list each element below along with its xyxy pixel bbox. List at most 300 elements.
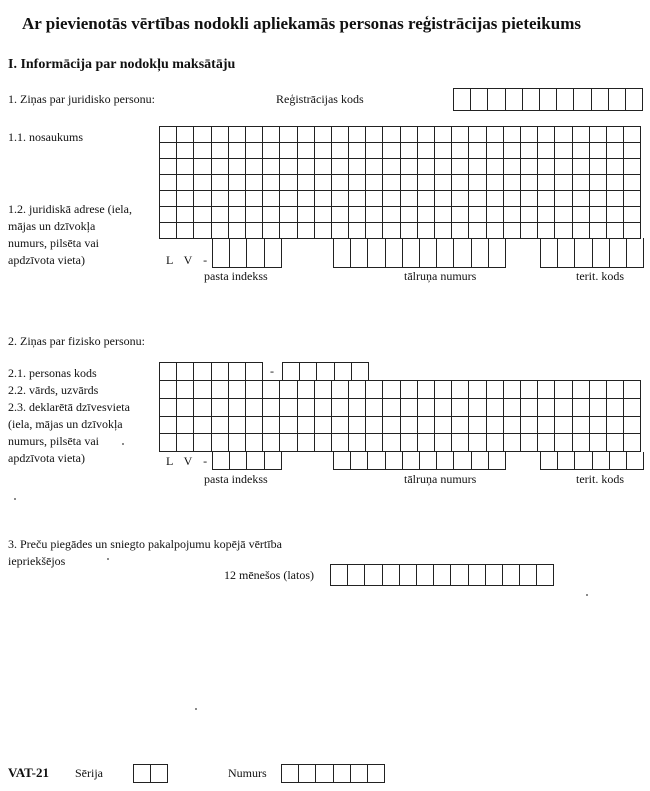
input-cell[interactable]: [386, 452, 403, 470]
input-cell[interactable]: [504, 416, 521, 434]
input-cell[interactable]: [349, 191, 366, 207]
number-field[interactable]: [281, 764, 385, 783]
input-cell[interactable]: [420, 238, 437, 268]
input-cell[interactable]: [555, 416, 572, 434]
input-cell[interactable]: [537, 565, 554, 586]
input-cell[interactable]: [521, 191, 538, 207]
input-cell[interactable]: [298, 191, 315, 207]
input-cell[interactable]: [246, 191, 263, 207]
input-cell[interactable]: [351, 765, 368, 783]
input-cell[interactable]: [401, 159, 418, 175]
input-cell[interactable]: [452, 191, 469, 207]
input-cell[interactable]: [573, 143, 590, 159]
input-cell[interactable]: [452, 416, 469, 434]
name-surname-field[interactable]: [159, 380, 641, 417]
input-cell[interactable]: [469, 565, 486, 586]
input-cell[interactable]: [607, 381, 624, 399]
input-cell[interactable]: [315, 159, 332, 175]
input-cell[interactable]: [573, 127, 590, 143]
input-cell[interactable]: [469, 143, 486, 159]
input-cell[interactable]: [177, 175, 194, 191]
input-cell[interactable]: [469, 191, 486, 207]
input-cell[interactable]: [400, 565, 417, 586]
input-cell[interactable]: [194, 434, 211, 452]
input-cell[interactable]: [558, 452, 575, 470]
input-cell[interactable]: [246, 159, 263, 175]
input-cell[interactable]: [349, 127, 366, 143]
input-cell[interactable]: [383, 191, 400, 207]
input-cell[interactable]: [403, 452, 420, 470]
input-cell[interactable]: [383, 207, 400, 223]
input-cell[interactable]: [298, 223, 315, 239]
input-cell[interactable]: [555, 159, 572, 175]
input-cell[interactable]: [607, 127, 624, 143]
input-cell[interactable]: [229, 363, 246, 381]
input-cell[interactable]: [383, 565, 400, 586]
input-cell[interactable]: [366, 143, 383, 159]
input-cell[interactable]: [246, 434, 263, 452]
input-cell[interactable]: [487, 223, 504, 239]
input-cell[interactable]: [624, 127, 641, 143]
input-cell[interactable]: [366, 207, 383, 223]
input-cell[interactable]: [383, 381, 400, 399]
input-cell[interactable]: [332, 416, 349, 434]
input-cell[interactable]: [469, 207, 486, 223]
input-cell[interactable]: [469, 381, 486, 399]
input-cell[interactable]: [383, 434, 400, 452]
input-cell[interactable]: [280, 434, 297, 452]
input-cell[interactable]: [590, 159, 607, 175]
input-cell[interactable]: [246, 416, 263, 434]
input-cell[interactable]: [607, 207, 624, 223]
input-cell[interactable]: [194, 416, 211, 434]
input-cell[interactable]: [246, 223, 263, 239]
input-cell[interactable]: [538, 381, 555, 399]
input-cell[interactable]: [487, 127, 504, 143]
input-cell[interactable]: [558, 238, 575, 268]
input-cell[interactable]: [403, 238, 420, 268]
input-cell[interactable]: [351, 452, 368, 470]
input-cell[interactable]: [487, 159, 504, 175]
input-cell[interactable]: [521, 434, 538, 452]
input-cell[interactable]: [624, 381, 641, 399]
input-cell[interactable]: [488, 89, 505, 111]
input-cell[interactable]: [315, 175, 332, 191]
input-cell[interactable]: [523, 89, 540, 111]
input-cell[interactable]: [317, 363, 334, 381]
input-cell[interactable]: [349, 159, 366, 175]
input-cell[interactable]: [332, 223, 349, 239]
input-cell[interactable]: [573, 416, 590, 434]
input-cell[interactable]: [521, 159, 538, 175]
input-cell[interactable]: [194, 143, 211, 159]
input-cell[interactable]: [418, 159, 435, 175]
input-cell[interactable]: [280, 143, 297, 159]
input-cell[interactable]: [624, 159, 641, 175]
input-cell[interactable]: [315, 399, 332, 417]
input-cell[interactable]: [435, 399, 452, 417]
input-cell[interactable]: [366, 223, 383, 239]
input-cell[interactable]: [229, 223, 246, 239]
input-cell[interactable]: [573, 434, 590, 452]
input-cell[interactable]: [332, 175, 349, 191]
input-cell[interactable]: [212, 159, 229, 175]
input-cell[interactable]: [435, 416, 452, 434]
input-cell[interactable]: [229, 207, 246, 223]
input-cell[interactable]: [401, 381, 418, 399]
input-cell[interactable]: [540, 89, 557, 111]
input-cell[interactable]: [212, 175, 229, 191]
input-cell[interactable]: [557, 89, 574, 111]
input-cell[interactable]: [590, 223, 607, 239]
input-cell[interactable]: [315, 381, 332, 399]
input-cell[interactable]: [624, 207, 641, 223]
input-cell[interactable]: [177, 191, 194, 207]
input-cell[interactable]: [487, 434, 504, 452]
input-cell[interactable]: [280, 159, 297, 175]
input-cell[interactable]: [452, 223, 469, 239]
input-cell[interactable]: [383, 159, 400, 175]
input-cell[interactable]: [212, 434, 229, 452]
input-cell[interactable]: [194, 223, 211, 239]
input-cell[interactable]: [489, 452, 506, 470]
input-cell[interactable]: [194, 399, 211, 417]
input-cell[interactable]: [541, 452, 558, 470]
input-cell[interactable]: [334, 238, 351, 268]
input-cell[interactable]: [504, 175, 521, 191]
input-cell[interactable]: [177, 416, 194, 434]
input-cell[interactable]: [151, 765, 168, 783]
input-cell[interactable]: [246, 127, 263, 143]
input-cell[interactable]: [263, 127, 280, 143]
input-cell[interactable]: [472, 452, 489, 470]
input-cell[interactable]: [383, 416, 400, 434]
input-cell[interactable]: [160, 223, 177, 239]
territory-code-field-2[interactable]: [540, 452, 644, 470]
input-cell[interactable]: [521, 399, 538, 417]
input-cell[interactable]: [263, 159, 280, 175]
input-cell[interactable]: [418, 127, 435, 143]
input-cell[interactable]: [212, 363, 229, 381]
input-cell[interactable]: [213, 452, 230, 470]
input-cell[interactable]: [401, 175, 418, 191]
input-cell[interactable]: [555, 143, 572, 159]
input-cell[interactable]: [280, 381, 297, 399]
input-cell[interactable]: [194, 175, 211, 191]
input-cell[interactable]: [298, 143, 315, 159]
input-cell[interactable]: [469, 416, 486, 434]
input-cell[interactable]: [401, 223, 418, 239]
input-cell[interactable]: [590, 434, 607, 452]
legal-name-field[interactable]: [159, 126, 641, 191]
input-cell[interactable]: [280, 175, 297, 191]
input-cell[interactable]: [212, 207, 229, 223]
input-cell[interactable]: [593, 452, 610, 470]
input-cell[interactable]: [298, 175, 315, 191]
input-cell[interactable]: [555, 381, 572, 399]
input-cell[interactable]: [575, 238, 592, 268]
input-cell[interactable]: [401, 399, 418, 417]
input-cell[interactable]: [452, 381, 469, 399]
input-cell[interactable]: [575, 452, 592, 470]
input-cell[interactable]: [435, 143, 452, 159]
input-cell[interactable]: [212, 416, 229, 434]
input-cell[interactable]: [348, 565, 365, 586]
input-cell[interactable]: [349, 207, 366, 223]
input-cell[interactable]: [229, 399, 246, 417]
territory-code-field[interactable]: [540, 238, 644, 268]
input-cell[interactable]: [194, 363, 211, 381]
input-cell[interactable]: [504, 434, 521, 452]
input-cell[interactable]: [401, 143, 418, 159]
input-cell[interactable]: [265, 238, 282, 268]
input-cell[interactable]: [590, 143, 607, 159]
input-cell[interactable]: [417, 565, 434, 586]
input-cell[interactable]: [471, 89, 488, 111]
personal-code-part-2[interactable]: [282, 362, 369, 381]
input-cell[interactable]: [401, 127, 418, 143]
input-cell[interactable]: [573, 399, 590, 417]
personal-code-part-1[interactable]: [159, 362, 263, 381]
input-cell[interactable]: [418, 143, 435, 159]
input-cell[interactable]: [487, 416, 504, 434]
input-cell[interactable]: [299, 765, 316, 783]
input-cell[interactable]: [555, 207, 572, 223]
input-cell[interactable]: [349, 143, 366, 159]
input-cell[interactable]: [503, 565, 520, 586]
input-cell[interactable]: [332, 399, 349, 417]
input-cell[interactable]: [368, 765, 385, 783]
input-cell[interactable]: [590, 191, 607, 207]
input-cell[interactable]: [263, 434, 280, 452]
input-cell[interactable]: [504, 223, 521, 239]
input-cell[interactable]: [160, 363, 177, 381]
input-cell[interactable]: [521, 416, 538, 434]
input-cell[interactable]: [504, 381, 521, 399]
input-cell[interactable]: [349, 434, 366, 452]
input-cell[interactable]: [541, 238, 558, 268]
input-cell[interactable]: [418, 416, 435, 434]
input-cell[interactable]: [489, 238, 506, 268]
input-cell[interactable]: [246, 175, 263, 191]
phone-field[interactable]: [333, 238, 506, 268]
input-cell[interactable]: [315, 223, 332, 239]
input-cell[interactable]: [627, 452, 644, 470]
input-cell[interactable]: [383, 399, 400, 417]
input-cell[interactable]: [504, 399, 521, 417]
input-cell[interactable]: [435, 223, 452, 239]
input-cell[interactable]: [624, 416, 641, 434]
input-cell[interactable]: [538, 416, 555, 434]
input-cell[interactable]: [487, 207, 504, 223]
input-cell[interactable]: [265, 452, 282, 470]
input-cell[interactable]: [386, 238, 403, 268]
input-cell[interactable]: [437, 452, 454, 470]
input-cell[interactable]: [349, 416, 366, 434]
input-cell[interactable]: [134, 765, 151, 783]
input-cell[interactable]: [194, 159, 211, 175]
input-cell[interactable]: [160, 127, 177, 143]
input-cell[interactable]: [332, 207, 349, 223]
input-cell[interactable]: [316, 765, 333, 783]
phone-field-2[interactable]: [333, 452, 506, 470]
input-cell[interactable]: [263, 381, 280, 399]
input-cell[interactable]: [315, 191, 332, 207]
input-cell[interactable]: [624, 223, 641, 239]
input-cell[interactable]: [504, 191, 521, 207]
input-cell[interactable]: [332, 127, 349, 143]
input-cell[interactable]: [315, 143, 332, 159]
input-cell[interactable]: [435, 207, 452, 223]
input-cell[interactable]: [160, 207, 177, 223]
input-cell[interactable]: [607, 223, 624, 239]
input-cell[interactable]: [263, 191, 280, 207]
input-cell[interactable]: [315, 207, 332, 223]
input-cell[interactable]: [538, 434, 555, 452]
input-cell[interactable]: [246, 143, 263, 159]
input-cell[interactable]: [177, 381, 194, 399]
input-cell[interactable]: [263, 207, 280, 223]
input-cell[interactable]: [538, 207, 555, 223]
input-cell[interactable]: [590, 127, 607, 143]
input-cell[interactable]: [263, 399, 280, 417]
input-cell[interactable]: [229, 191, 246, 207]
input-cell[interactable]: [177, 399, 194, 417]
input-cell[interactable]: [435, 175, 452, 191]
input-cell[interactable]: [469, 175, 486, 191]
input-cell[interactable]: [246, 399, 263, 417]
input-cell[interactable]: [590, 207, 607, 223]
input-cell[interactable]: [212, 223, 229, 239]
input-cell[interactable]: [263, 143, 280, 159]
input-cell[interactable]: [300, 363, 317, 381]
input-cell[interactable]: [349, 381, 366, 399]
input-cell[interactable]: [160, 416, 177, 434]
input-cell[interactable]: [607, 191, 624, 207]
input-cell[interactable]: [160, 434, 177, 452]
input-cell[interactable]: [469, 434, 486, 452]
input-cell[interactable]: [349, 399, 366, 417]
input-cell[interactable]: [366, 191, 383, 207]
input-cell[interactable]: [418, 175, 435, 191]
input-cell[interactable]: [366, 399, 383, 417]
input-cell[interactable]: [247, 452, 264, 470]
input-cell[interactable]: [487, 175, 504, 191]
input-cell[interactable]: [298, 434, 315, 452]
input-cell[interactable]: [352, 363, 369, 381]
input-cell[interactable]: [454, 89, 471, 111]
input-cell[interactable]: [418, 207, 435, 223]
input-cell[interactable]: [177, 434, 194, 452]
input-cell[interactable]: [365, 565, 382, 586]
input-cell[interactable]: [624, 175, 641, 191]
reg-code-field[interactable]: [453, 88, 643, 111]
input-cell[interactable]: [521, 143, 538, 159]
input-cell[interactable]: [435, 434, 452, 452]
total-value-field[interactable]: [330, 564, 554, 586]
input-cell[interactable]: [177, 363, 194, 381]
input-cell[interactable]: [334, 765, 351, 783]
input-cell[interactable]: [469, 399, 486, 417]
input-cell[interactable]: [366, 381, 383, 399]
input-cell[interactable]: [383, 143, 400, 159]
input-cell[interactable]: [520, 565, 537, 586]
input-cell[interactable]: [263, 175, 280, 191]
input-cell[interactable]: [555, 434, 572, 452]
input-cell[interactable]: [487, 143, 504, 159]
input-cell[interactable]: [263, 416, 280, 434]
input-cell[interactable]: [624, 191, 641, 207]
input-cell[interactable]: [280, 127, 297, 143]
input-cell[interactable]: [383, 175, 400, 191]
input-cell[interactable]: [610, 452, 627, 470]
input-cell[interactable]: [610, 238, 627, 268]
input-cell[interactable]: [521, 207, 538, 223]
input-cell[interactable]: [212, 191, 229, 207]
input-cell[interactable]: [160, 381, 177, 399]
input-cell[interactable]: [521, 223, 538, 239]
input-cell[interactable]: [434, 565, 451, 586]
input-cell[interactable]: [298, 207, 315, 223]
input-cell[interactable]: [177, 207, 194, 223]
input-cell[interactable]: [177, 159, 194, 175]
input-cell[interactable]: [315, 416, 332, 434]
input-cell[interactable]: [435, 381, 452, 399]
input-cell[interactable]: [230, 238, 247, 268]
input-cell[interactable]: [230, 452, 247, 470]
input-cell[interactable]: [574, 89, 591, 111]
input-cell[interactable]: [298, 399, 315, 417]
input-cell[interactable]: [435, 191, 452, 207]
series-field[interactable]: [133, 764, 168, 783]
input-cell[interactable]: [624, 143, 641, 159]
input-cell[interactable]: [538, 399, 555, 417]
input-cell[interactable]: [194, 207, 211, 223]
input-cell[interactable]: [452, 143, 469, 159]
input-cell[interactable]: [452, 399, 469, 417]
input-cell[interactable]: [194, 191, 211, 207]
input-cell[interactable]: [624, 399, 641, 417]
input-cell[interactable]: [555, 191, 572, 207]
input-cell[interactable]: [555, 127, 572, 143]
input-cell[interactable]: [607, 416, 624, 434]
input-cell[interactable]: [212, 381, 229, 399]
input-cell[interactable]: [452, 434, 469, 452]
input-cell[interactable]: [351, 238, 368, 268]
input-cell[interactable]: [487, 399, 504, 417]
input-cell[interactable]: [383, 127, 400, 143]
input-cell[interactable]: [418, 381, 435, 399]
input-cell[interactable]: [368, 452, 385, 470]
residence-field[interactable]: [159, 416, 641, 452]
input-cell[interactable]: [349, 175, 366, 191]
input-cell[interactable]: [177, 127, 194, 143]
input-cell[interactable]: [383, 223, 400, 239]
input-cell[interactable]: [469, 223, 486, 239]
input-cell[interactable]: [454, 452, 471, 470]
input-cell[interactable]: [452, 127, 469, 143]
input-cell[interactable]: [573, 207, 590, 223]
input-cell[interactable]: [486, 565, 503, 586]
input-cell[interactable]: [607, 159, 624, 175]
input-cell[interactable]: [420, 452, 437, 470]
input-cell[interactable]: [555, 223, 572, 239]
input-cell[interactable]: [229, 381, 246, 399]
input-cell[interactable]: [246, 381, 263, 399]
input-cell[interactable]: [366, 127, 383, 143]
input-cell[interactable]: [332, 434, 349, 452]
input-cell[interactable]: [246, 207, 263, 223]
